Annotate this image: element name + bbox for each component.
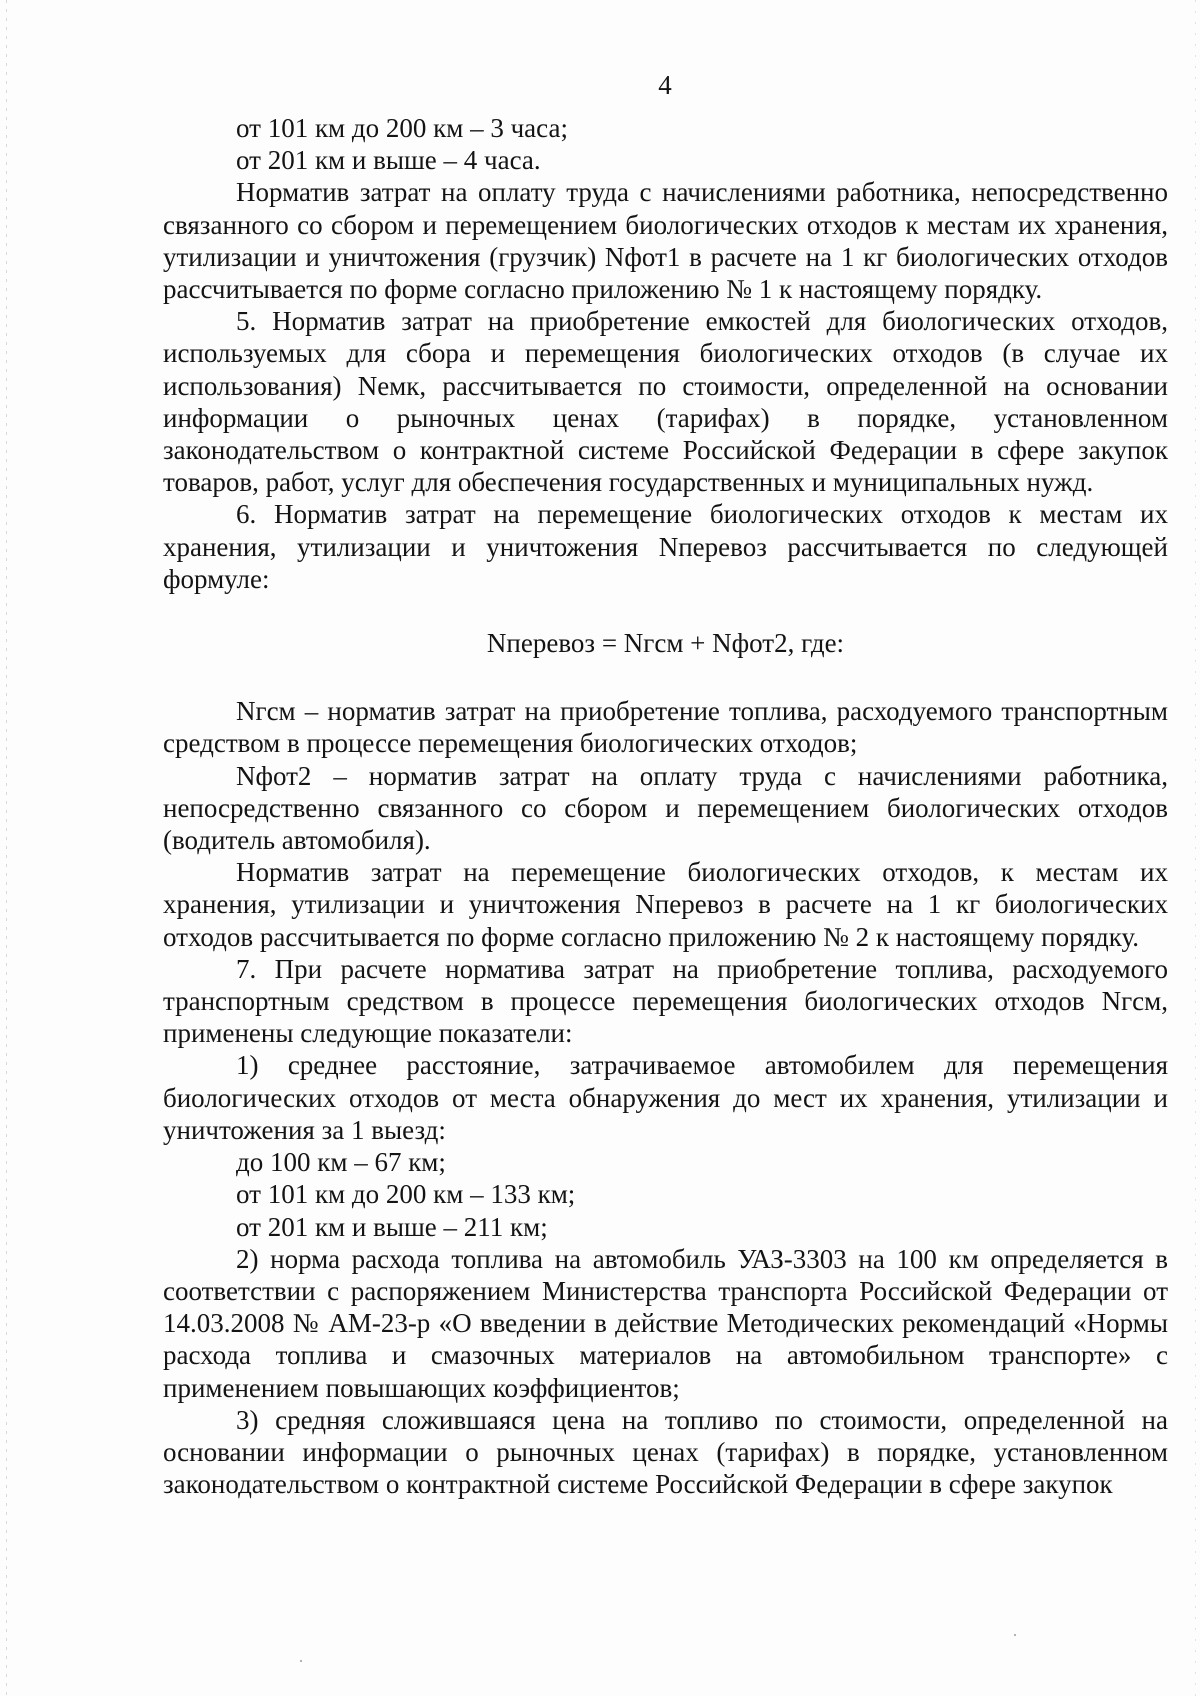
list-item: от 201 км и выше – 211 км; (236, 1211, 548, 1242)
list-item: от 101 км до 200 км – 133 км; (236, 1179, 576, 1210)
paragraph: от 101 км до 200 км – 3 часа; (236, 113, 568, 143)
paragraph: Nфот2 – норматив затрат на оплату труда с начислениями работника, непосредственно связанного со сбором и перемещением биологических отходов (водитель автомобиля). (163, 760, 1168, 856)
paragraph: 6. Норматив затрат на перемещение биологических отходов к местам их хранения, утилизации и уничтожения Nперевоз рассчитывается по следующей формуле: (163, 499, 1168, 594)
paragraph: 7. При расчете норматива затрат на приобретение топлива, расходуемого транспортным средством в процессе перемещения биологических отходов Nгсм, применены следующие показатели: (163, 953, 1168, 1049)
document-body (163, 112, 1168, 1500)
list-item: до 100 км – 67 км; (236, 1147, 446, 1178)
paragraph: от 201 км и выше – 4 часа. (236, 145, 541, 176)
paragraph: 1) среднее расстояние, затрачиваемое автомобилем для перемещения биологических отходов от места обнаружения до мест их хранения, утилизации и уничтожения за 1 выезд: (163, 1050, 1168, 1145)
paragraph: Nгсм – норматив затрат на приобретение топлива, расходуемого транспортным средством в процессе перемещения биологических отходов; (163, 696, 1168, 759)
paragraph: 5. Норматив затрат на приобретение емкостей для биологических отходов, используемых для сбора и перемещения биологических отходов (в случае их использования) Nемк, рассчитывается по стоимости, определенной на основании информации о рыночных ценах (тарифах) в порядке, установленном законодательством о контрактной системе Российской Федерации в сфере закупок товаров, работ, услуг для обеспечения государственных и муниципальных нужд. (163, 306, 1168, 498)
scan-edge-right (1195, 0, 1196, 1696)
formula: Nперевоз = Nгсм + Nфот2, где: (486, 628, 845, 659)
scan-speck (300, 1660, 302, 1662)
scan-speck (1014, 1634, 1016, 1636)
paragraph: 2) норма расхода топлива на автомобиль УАЗ-3303 на 100 км определяется в соответствии с распоряжением Министерства транспорта Российской Федерации от 14.03.2008 № АМ-23-р «О введении в действие Методических рекомендаций «Нормы расхода топлива и смазочных материалов на автомобильном транспорте» с применением повышающих коэффициентов; (163, 1243, 1168, 1403)
paragraph: Норматив затрат на перемещение биологических отходов, к местам их хранения, утилизации и уничтожения Nперевоз в расчете на 1 кг биологических отходов рассчитывается по форме согласно приложению № 2 к настоящему порядку. (163, 857, 1168, 952)
paragraph: Норматив затрат на оплату труда с начислениями работника, непосредственно связанного со сбором и перемещением биологических отходов к местам их хранения, утилизации и уничтожения (грузчик) Nфот1 в расчете на 1 кг биологических отходов рассчитывается по форме согласно приложению № 1 к настоящему порядку. (163, 177, 1168, 305)
paragraph: 3) средняя сложившаяся цена на топливо по стоимости, определенной на основании информации о рыночных ценах (тарифах) в порядке, установленном законодательством о контрактной системе Российской Федерации в сфере закупок (163, 1404, 1168, 1500)
scan-edge-left (6, 0, 7, 1696)
page-number: 4 (658, 70, 672, 100)
